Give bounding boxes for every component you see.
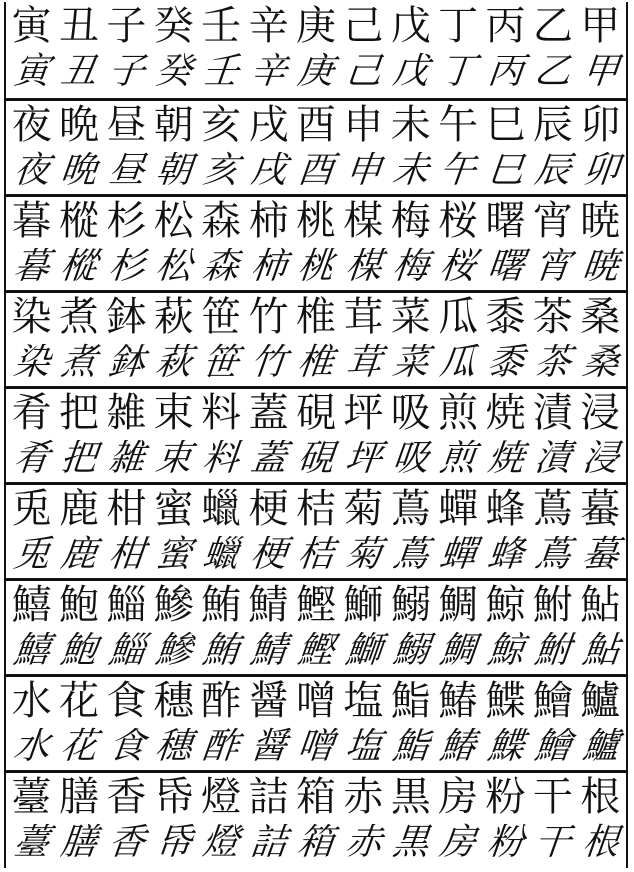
handwritten-character: 暮 [11,246,52,287]
handwritten-character: 鮪 [201,630,242,671]
handwritten-character: 蜂 [485,534,526,575]
handwritten-character: 吸 [390,438,431,479]
handwritten-character: 醤 [248,726,289,767]
printed-character: 焼 [485,390,526,436]
handwritten-character: 酢 [201,726,242,767]
printed-character: 蟇 [580,486,621,532]
handwritten-character: 蜜 [153,534,195,575]
handwritten-character: 菊 [343,534,384,575]
handwritten-character: 鱚 [11,630,52,671]
handwritten-character: 萩 [153,342,195,383]
handwritten-character: 鮑 [58,630,100,671]
printed-character: 漬 [532,390,573,436]
handwritten-character: 鯔 [106,630,147,671]
handwritten-character: 甲 [580,51,621,92]
printed-character-row [6,2,626,50]
handwritten-character: 丁 [438,51,479,92]
printed-character: 把 [59,390,99,436]
handwritten-character: 浸 [580,438,621,479]
handwritten-character: 楳 [343,246,384,287]
handwritten-character: 鱠 [532,726,574,767]
printed-character: 浸 [580,390,621,436]
handwritten-character: 酉 [295,150,337,191]
printed-character: 菜 [390,294,431,340]
printed-character: 鯔 [106,582,147,628]
handwritten-character: 焼 [485,438,526,479]
printed-character: 鮒 [532,582,573,628]
printed-character: 蔦 [390,486,431,532]
handwritten-character: 夜 [11,150,52,191]
handwritten-character: 樅 [58,246,100,287]
printed-character: 茸 [343,294,384,340]
handwritten-character: 蓋 [248,438,289,479]
printed-character: 萩 [153,294,194,340]
printed-character: 昼 [106,102,147,148]
printed-character: 煎 [438,390,479,436]
printed-character: 乙 [532,3,573,49]
printed-character: 菊 [343,486,384,532]
printed-character: 帋 [153,774,194,820]
printed-character: 鱠 [532,678,573,724]
printed-character: 瓜 [438,294,479,340]
printed-character-row [6,581,626,629]
printed-character: 寅 [11,3,52,49]
handwritten-character: 曙 [485,246,526,287]
handwritten-character: 煮 [58,342,100,383]
printed-character: 塩 [343,678,384,724]
handwritten-character-row [6,819,626,867]
printed-character: 鮑 [59,582,99,628]
practice-block [6,290,626,386]
practice-block [6,194,626,290]
printed-character: 壬 [201,3,242,49]
handwritten-character: 料 [201,438,242,479]
printed-character: 鰆 [438,678,479,724]
printed-character: 穗 [153,678,194,724]
printed-character: 煮 [59,294,99,340]
printed-character: 茶 [532,294,573,340]
printed-character: 鯨 [485,582,526,628]
handwritten-character: 巳 [485,150,526,191]
practice-block [6,674,626,770]
handwritten-character: 癸 [153,51,195,92]
printed-character: 赤 [343,774,384,820]
printed-character: 鰈 [485,678,526,724]
handwritten-character: 竹 [248,342,289,383]
handwritten-character: 食 [106,726,147,767]
printed-character: 鮪 [201,582,242,628]
printed-character: 噌 [295,678,336,724]
handwritten-character: 暁 [580,246,621,287]
handwritten-character: 蔦 [390,534,431,575]
handwritten-character: 瓜 [438,342,479,383]
practice-block [6,386,626,482]
printed-character: 宵 [532,198,573,244]
printed-character: 朝 [153,102,194,148]
handwritten-character: 鉢 [106,342,147,383]
handwritten-character: 鰆 [438,726,479,767]
practice-block [6,98,626,194]
printed-character: 梅 [390,198,431,244]
handwritten-character: 鹿 [58,534,100,575]
handwritten-character: 鮒 [532,630,574,671]
printed-character: 辰 [532,102,573,148]
printed-character: 鱸 [580,678,621,724]
printed-character: 蟬 [438,486,479,532]
handwritten-character: 午 [438,150,479,191]
printed-character: 梗 [248,486,289,532]
printed-character: 鯛 [438,582,479,628]
handwritten-character: 戊 [390,51,431,92]
printed-character: 森 [201,198,242,244]
handwritten-character: 己 [343,51,384,92]
printed-character-row [6,101,626,149]
handwritten-character: 鮨 [390,726,431,767]
handwritten-character: 鯨 [485,630,526,671]
printed-character: 膳 [59,774,99,820]
printed-character: 柿 [248,198,289,244]
handwritten-character: 梅 [390,246,431,287]
printed-character: 庚 [295,3,336,49]
printed-character: 黍 [485,294,526,340]
handwritten-character: 未 [390,150,431,191]
handwritten-character: 柿 [248,246,289,287]
handwritten-character: 菜 [390,342,431,383]
printed-character-row [6,773,626,821]
handwritten-character: 塩 [343,726,384,767]
printed-character: 水 [11,678,52,724]
practice-block [6,578,626,674]
printed-character: 肴 [11,390,52,436]
printed-character: 酢 [201,678,242,724]
printed-character: 暮 [11,198,52,244]
printed-character: 夜 [11,102,52,148]
printed-character: 桃 [295,198,336,244]
handwritten-character: 鯛 [438,630,479,671]
handwritten-character: 鯖 [248,630,289,671]
handwritten-character: 丑 [58,51,100,92]
handwritten-character-row [6,723,626,771]
handwritten-character: 森 [201,246,242,287]
handwritten-character: 兎 [11,534,52,575]
printed-character: 蔦 [532,486,573,532]
handwritten-character: 乙 [532,51,574,92]
handwritten-character: 箱 [295,822,337,863]
printed-character: 房 [438,774,479,820]
handwritten-character: 蟇 [580,534,621,575]
handwritten-character: 鰈 [485,726,526,767]
printed-character: 杉 [106,198,147,244]
handwritten-character: 干 [532,822,574,863]
handwritten-character: 梗 [248,534,289,575]
handwritten-character: 把 [58,438,100,479]
printed-character: 料 [201,390,242,436]
printed-character: 晩 [59,102,99,148]
printed-character: 詰 [248,774,289,820]
handwritten-character: 桑 [580,342,621,383]
printed-character: 辛 [248,3,289,49]
handwritten-character: 丙 [485,51,526,92]
printed-character: 鰤 [343,582,384,628]
printed-character: 卯 [580,102,621,148]
handwritten-character: 赤 [343,822,384,863]
handwritten-character: 鱸 [580,726,621,767]
printed-character: 鰹 [295,582,336,628]
handwritten-character: 蔦 [532,534,574,575]
printed-character: 鉢 [106,294,147,340]
printed-character: 酉 [295,102,336,148]
printed-character: 丁 [438,3,479,49]
printed-character: 己 [343,3,384,49]
handwritten-character-row [6,531,626,579]
handwritten-character: 茸 [343,342,384,383]
printed-character: 鹿 [59,486,99,532]
handwritten-character: 柑 [106,534,147,575]
printed-character: 兎 [11,486,52,532]
printed-character: 香 [106,774,147,820]
handwritten-character: 硯 [295,438,337,479]
handwritten-character: 肴 [11,438,52,479]
handwritten-character: 花 [58,726,100,767]
printed-character: 干 [532,774,573,820]
printed-character: 甲 [580,3,621,49]
printed-character: 束 [153,390,194,436]
handwritten-character: 詰 [248,822,289,863]
printed-character: 申 [343,102,384,148]
handwritten-character: 束 [153,438,195,479]
printed-character: 巳 [485,102,526,148]
printed-character: 笹 [201,294,242,340]
printed-character: 椎 [295,294,336,340]
printed-character: 曙 [485,198,526,244]
handwritten-character: 桔 [295,534,337,575]
handwritten-character: 晩 [58,150,100,191]
handwritten-character: 房 [438,822,479,863]
printed-character: 鮎 [580,582,621,628]
handwritten-character: 卯 [580,150,621,191]
handwritten-character: 蠟 [201,534,242,575]
printed-character: 子 [106,3,147,49]
printed-character: 硯 [295,390,336,436]
handwritten-character-row [6,243,626,291]
handwritten-character: 申 [343,150,384,191]
printed-character: 戊 [390,3,431,49]
printed-character: 蜂 [485,486,526,532]
handwritten-character: 雑 [106,438,147,479]
printed-character: 醤 [248,678,289,724]
printed-character: 桜 [438,198,479,244]
printed-character-row [6,389,626,437]
practice-block [6,482,626,578]
printed-character: 戌 [248,102,289,148]
handwritten-character: 根 [580,822,621,863]
handwritten-character-row [6,48,626,96]
handwritten-character: 子 [106,51,147,92]
handwritten-character: 蟬 [438,534,479,575]
printed-character: 癸 [153,3,194,49]
printed-character: 染 [11,294,52,340]
handwritten-character: 辛 [248,51,289,92]
printed-character-row [6,677,626,725]
handwritten-character: 薹 [11,822,52,863]
printed-character: 食 [106,678,147,724]
handwritten-character: 鮎 [580,630,621,671]
handwritten-character: 寅 [11,51,52,92]
printed-character: 坪 [343,390,384,436]
printed-character: 薹 [11,774,52,820]
handwritten-character: 鰯 [390,630,431,671]
printed-character: 柑 [106,486,147,532]
handwritten-character: 黒 [390,822,431,863]
handwritten-character: 辰 [532,150,574,191]
handwritten-character: 朝 [153,150,195,191]
printed-character: 暁 [580,198,621,244]
handwritten-character: 桃 [295,246,337,287]
handwritten-character: 昼 [106,150,147,191]
handwritten-character: 杉 [106,246,147,287]
printed-character: 花 [59,678,99,724]
printed-character: 午 [438,102,479,148]
printed-character: 粉 [485,774,526,820]
handwritten-character: 宵 [532,246,574,287]
handwritten-character: 燈 [201,822,242,863]
handwritten-character: 松 [153,246,195,287]
printed-character: 燈 [201,774,242,820]
handwritten-character: 漬 [532,438,574,479]
handwritten-character: 帋 [153,822,195,863]
handwritten-character: 黍 [485,342,526,383]
printed-character: 鰯 [390,582,431,628]
handwritten-character-row [6,339,626,387]
printed-character: 亥 [201,102,242,148]
handwritten-character: 壬 [201,51,242,92]
printed-character: 松 [153,198,194,244]
handwritten-character: 香 [106,822,147,863]
printed-character: 桑 [580,294,621,340]
handwritten-character: 水 [11,726,52,767]
printed-character: 鮨 [390,678,431,724]
handwritten-character: 煎 [438,438,479,479]
handwritten-character: 鰺 [153,630,195,671]
printed-character: 鯖 [248,582,289,628]
printed-character: 未 [390,102,431,148]
handwritten-character: 戌 [248,150,289,191]
handwritten-character: 噌 [295,726,337,767]
handwritten-character: 粉 [485,822,526,863]
handwritten-character-row [6,627,626,675]
printed-character: 楳 [343,198,384,244]
printed-character: 樅 [59,198,99,244]
printed-character-row [6,485,626,533]
practice-block [6,770,626,866]
printed-character: 蠟 [201,486,242,532]
printed-character: 箱 [295,774,336,820]
printed-character-row [6,293,626,341]
handwritten-character-row [6,147,626,195]
printed-character: 桔 [295,486,336,532]
printed-character: 蜜 [153,486,194,532]
handwritten-character: 穗 [153,726,195,767]
printed-character-row [6,197,626,245]
printed-character: 黒 [390,774,431,820]
printed-character: 竹 [248,294,289,340]
handwritten-character: 桜 [438,246,479,287]
handwritten-character: 膳 [58,822,100,863]
handwritten-character-row [6,435,626,483]
handwritten-character: 椎 [295,342,337,383]
handwritten-character: 染 [11,342,52,383]
handwritten-character: 庚 [295,51,337,92]
handwritten-character: 茶 [532,342,574,383]
printed-character: 根 [580,774,621,820]
handwritten-character: 鰤 [343,630,384,671]
printed-character: 雑 [106,390,147,436]
printed-character: 鰺 [153,582,194,628]
practice-block [6,2,626,98]
handwritten-character: 鰹 [295,630,337,671]
printed-character: 丙 [485,3,526,49]
handwritten-character: 亥 [201,150,242,191]
handwritten-character: 坪 [343,438,384,479]
printed-character: 丑 [59,3,99,49]
printed-character: 蓋 [248,390,289,436]
printed-character: 鱚 [11,582,52,628]
character-practice-sheet [4,2,628,868]
printed-character: 吸 [390,390,431,436]
handwritten-character: 笹 [201,342,242,383]
